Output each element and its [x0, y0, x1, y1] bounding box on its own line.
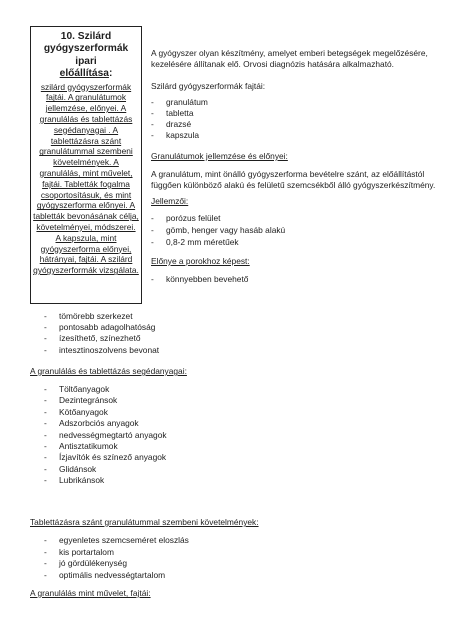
- bullet-dash: -: [44, 570, 47, 580]
- bullet-dash: -: [151, 119, 154, 129]
- bullet-dash: -: [151, 130, 154, 140]
- bullet-dash: -: [151, 225, 154, 235]
- bullet-dash: -: [44, 452, 47, 462]
- requirements-heading: Tablettázásra szánt granulátummal szembeni követelmények:: [30, 517, 259, 527]
- topic-title-line: [33, 68, 139, 80]
- topic-title-line: gyógyszerformák ipari: [43, 43, 129, 67]
- bullet-dash: -: [44, 407, 47, 417]
- bullet-dash: -: [44, 475, 47, 485]
- granules-heading: Granulátumok jellemzése és előnyei:: [151, 151, 288, 161]
- excipients-heading: A granulálás és tablettázás segédanyagai:: [30, 366, 187, 376]
- granulation-heading: A granulálás mint művelet, fajtái:: [30, 588, 151, 598]
- bullet-dash: -: [44, 333, 47, 343]
- bullet-dash: -: [44, 311, 47, 321]
- bullet-dash: -: [44, 384, 47, 394]
- bullet-dash: -: [44, 322, 47, 332]
- topic-outline-text: szilárd gyógyszerformák fajtái. A granulátumok jellemzése, előnyei. A granulálás és tablettázás segédanyagai . A tablettázásra szánt granulátummal szembeni követelmények. A granulálás, mint művelet, fajtái. Tabletták fogalma csoportosításuk, és mint gyógyszerforma előnyei. A tabletták bevonásának célja, követelményei, módszerei. A kapszula, mint gyógyszerforma előnyei, hátrányai, fajtái. A szilárd gyógyszerformák vizsgálata.: [33, 81, 139, 276]
- features-heading: Jellemzői:: [151, 196, 189, 206]
- bullet-dash: -: [44, 418, 47, 428]
- bullet-dash: -: [151, 237, 154, 247]
- topic-title: [33, 31, 139, 81]
- document-page: 10. Szilárd gyógyszerformák ipari előállítása: szilárd gyógyszerformák fajtái. A granulátumok jellemzése, előnyei. A granulálás és tablettázás segédanyagai . A tablettázásra szánt granulátummal szembeni követelmények. A granulálás, mint művelet, fajtái. Tabletták fogalma csoportosításuk, és mint gyógyszerforma előnyei. A tabletták bevonásának célja, követelményei, módszerei. A kapszula, mint gyógyszerforma előnyei, hátrányai, fajtái. A szilárd gyógyszerformák vizsgálata. A gyógyszer olyan készítmény, amelyet emberi betegségek megelőzésére, kezelésére állítanak elő. Orvosi diagnózis hatására alkalmazható. Szilárd gyógyszerformák fajtái: - granulátum - tabletta - drazsé - kapszula Granulátumok jellemzése és előnyei: A granulátum, mint önálló gyógyszerforma bevételre szánt, az előállítástól függően különböző alakú és felületű szemcsékből álló gyógyszerkészítmény. Jellemzői: - porózus felület - gömb, henger vagy hasáb alakú - 0,8-2 mm méretűek Előnye a porokhoz képest: - könnyebben bevehető - tömörebb szerkezet - pontosabb adagolhatóság - ízesíthető, színezhető - intesztinoszolvens bevonat A granulálás és tablettázás segédanyagai: - Töltőanyagok - Dezintegránsok - Kötőanyagok - Adszorbciós anyagok - nedvességmegtartó anyagok - Antisztatikumok - Ízjavítók és színező anyagok - Glidánsok - Lubrikánsok Tablettázásra szánt granulátummal szembeni követelmények: - egyenletes szemcseméret eloszlás - kis portartalom - jó gördülékenység - optimális nedvességtartalom A granulálás mint művelet, fajtái:: [0, 0, 474, 632]
- bullet-dash: -: [44, 395, 47, 405]
- intro-paragraph: A gyógyszer olyan készítmény, amelyet emberi betegségek megelőzésére, kezelésére állítanak elő. Orvosi diagnózis hatására alkalmazható.: [151, 48, 428, 69]
- topic-box: [30, 26, 142, 304]
- granules-paragraph: A granulátum, mint önálló gyógyszerforma bevételre szánt, az előállítástól függően különböző alakú és felületű szemcsékből álló gyógyszerkészítmény.: [151, 169, 436, 190]
- bullet-dash: -: [151, 213, 154, 223]
- bullet-dash: -: [44, 535, 47, 545]
- bullet-dash: -: [44, 558, 47, 568]
- topic-title-colon: :: [108, 68, 113, 80]
- bullet-dash: -: [44, 345, 47, 355]
- bullet-dash: -: [44, 547, 47, 557]
- advantages-heading: Előnye a porokhoz képest:: [151, 256, 250, 266]
- topic-title-underlined: előállítása: [59, 68, 109, 80]
- topic-title-line: 10. Szilárd: [60, 31, 112, 42]
- bullet-dash: -: [44, 464, 47, 474]
- bullet-dash: -: [44, 441, 47, 451]
- bullet-dash: -: [151, 108, 154, 118]
- bullet-dash: -: [44, 430, 47, 440]
- types-heading: Szilárd gyógyszerformák fajtái:: [151, 81, 266, 91]
- bullet-dash: -: [151, 97, 154, 107]
- bullet-dash: -: [151, 274, 154, 284]
